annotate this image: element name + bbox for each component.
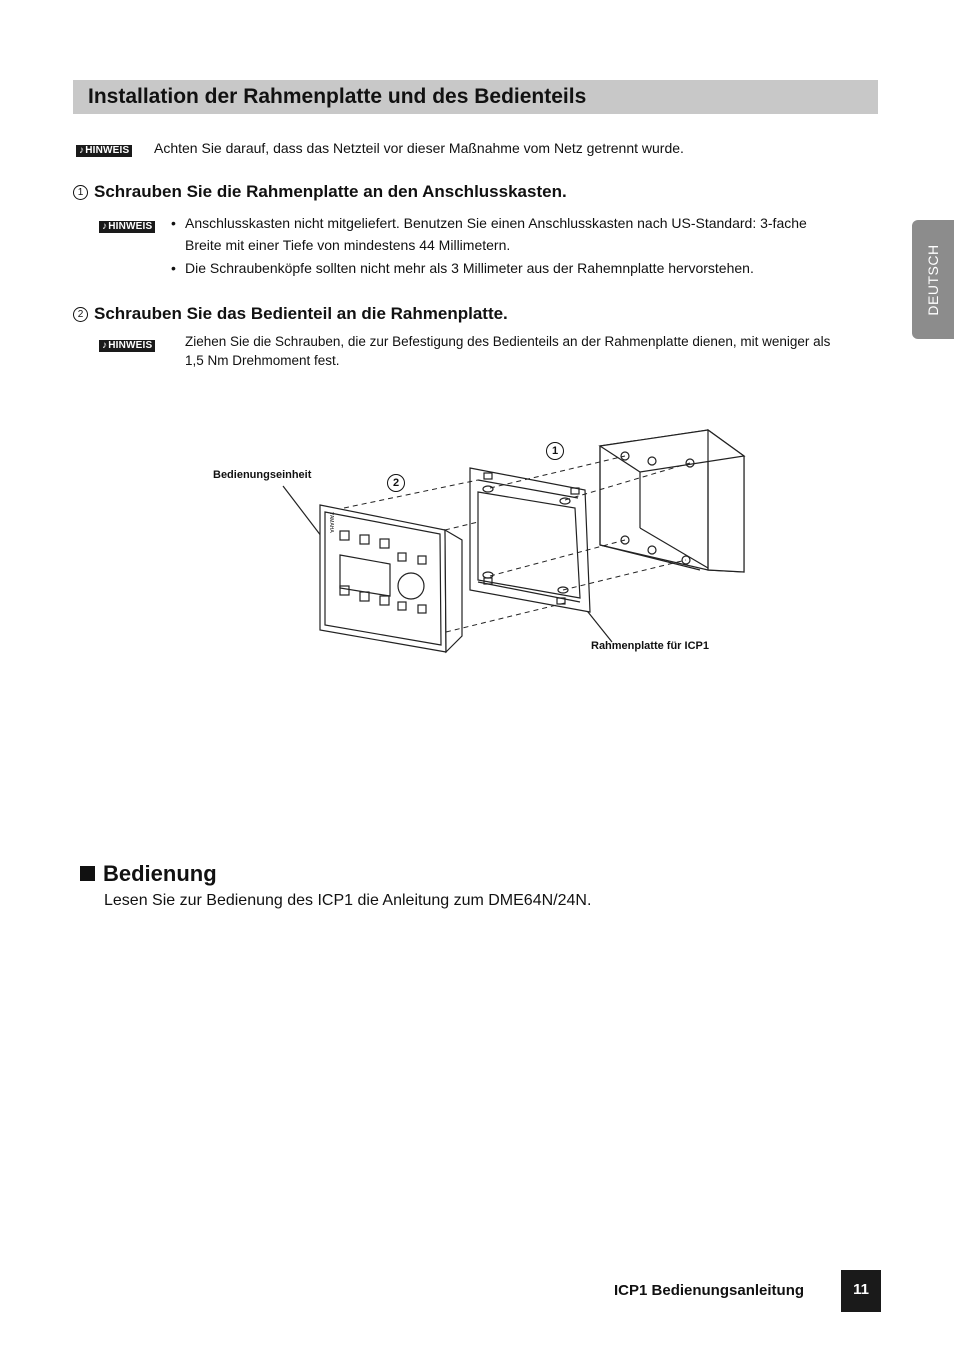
- bedienung-text: Lesen Sie zur Bedienung des ICP1 die Anleitung zum DME64N/24N.: [104, 892, 592, 909]
- step-1-number: 1: [73, 185, 88, 200]
- hinweis-badge-3: ♪HINWEIS: [99, 335, 155, 353]
- junction-box: [600, 430, 744, 572]
- footer-manual-title: ICP1 Bedienungsanleitung: [614, 1282, 805, 1299]
- note-icon: ♪: [102, 221, 108, 232]
- figure-label-unit: Bedienungseinheit: [213, 469, 312, 481]
- hinweis-badge-2: ♪HINWEIS: [99, 216, 155, 234]
- figure-callout-1: 1: [546, 442, 564, 460]
- bullet-item: • Anschlusskasten nicht mitgeliefert. Benutzen Sie einen Anschlusskasten nach US-Standard: 3-fache Breite mit einer Tiefe von mindestens 44 Millimetern.: [171, 212, 836, 256]
- section-title: Installation der Rahmenplatte und des Bedienteils: [88, 85, 587, 108]
- square-bullet-icon: [80, 866, 95, 881]
- bedienung-title: Bedienung: [103, 861, 217, 886]
- note-text-1: Achten Sie darauf, dass das Netzteil vor dieser Maßnahme vom Netz getrennt wurde.: [154, 140, 684, 156]
- bedienung-heading: [80, 861, 217, 887]
- bullet-item: • Die Schraubenköpfe sollten nicht mehr als 3 Millimeter aus der Rahemnplatte hervorstehen.: [171, 257, 836, 279]
- page-number: 11: [841, 1270, 881, 1312]
- control-unit: [320, 505, 462, 652]
- unit-brand-mark: YAMAHA: [328, 512, 334, 533]
- step-2-number: 2: [73, 307, 88, 322]
- note-icon: ♪: [79, 145, 85, 156]
- step-2-note: Ziehen Sie die Schrauben, die zur Befestigung des Bedienteils an der Rahmenplatte dienen, mit weniger als 1,5 Nm Drehmoment fest.: [185, 334, 831, 368]
- figure-callout-2: 2: [387, 474, 405, 492]
- step-1-title: Schrauben Sie die Rahmenplatte an den Anschlusskasten.: [94, 182, 567, 201]
- frame-plate: [470, 468, 590, 612]
- hinweis-badge-1: ♪HINWEIS: [76, 140, 132, 158]
- figure-label-plate: Rahmenplatte für ICP1: [591, 640, 709, 652]
- step-2-title: Schrauben Sie das Bedienteil an die Rahmenplatte.: [94, 304, 508, 323]
- language-tab-label: DEUTSCH: [925, 243, 941, 316]
- note-icon: ♪: [102, 340, 108, 351]
